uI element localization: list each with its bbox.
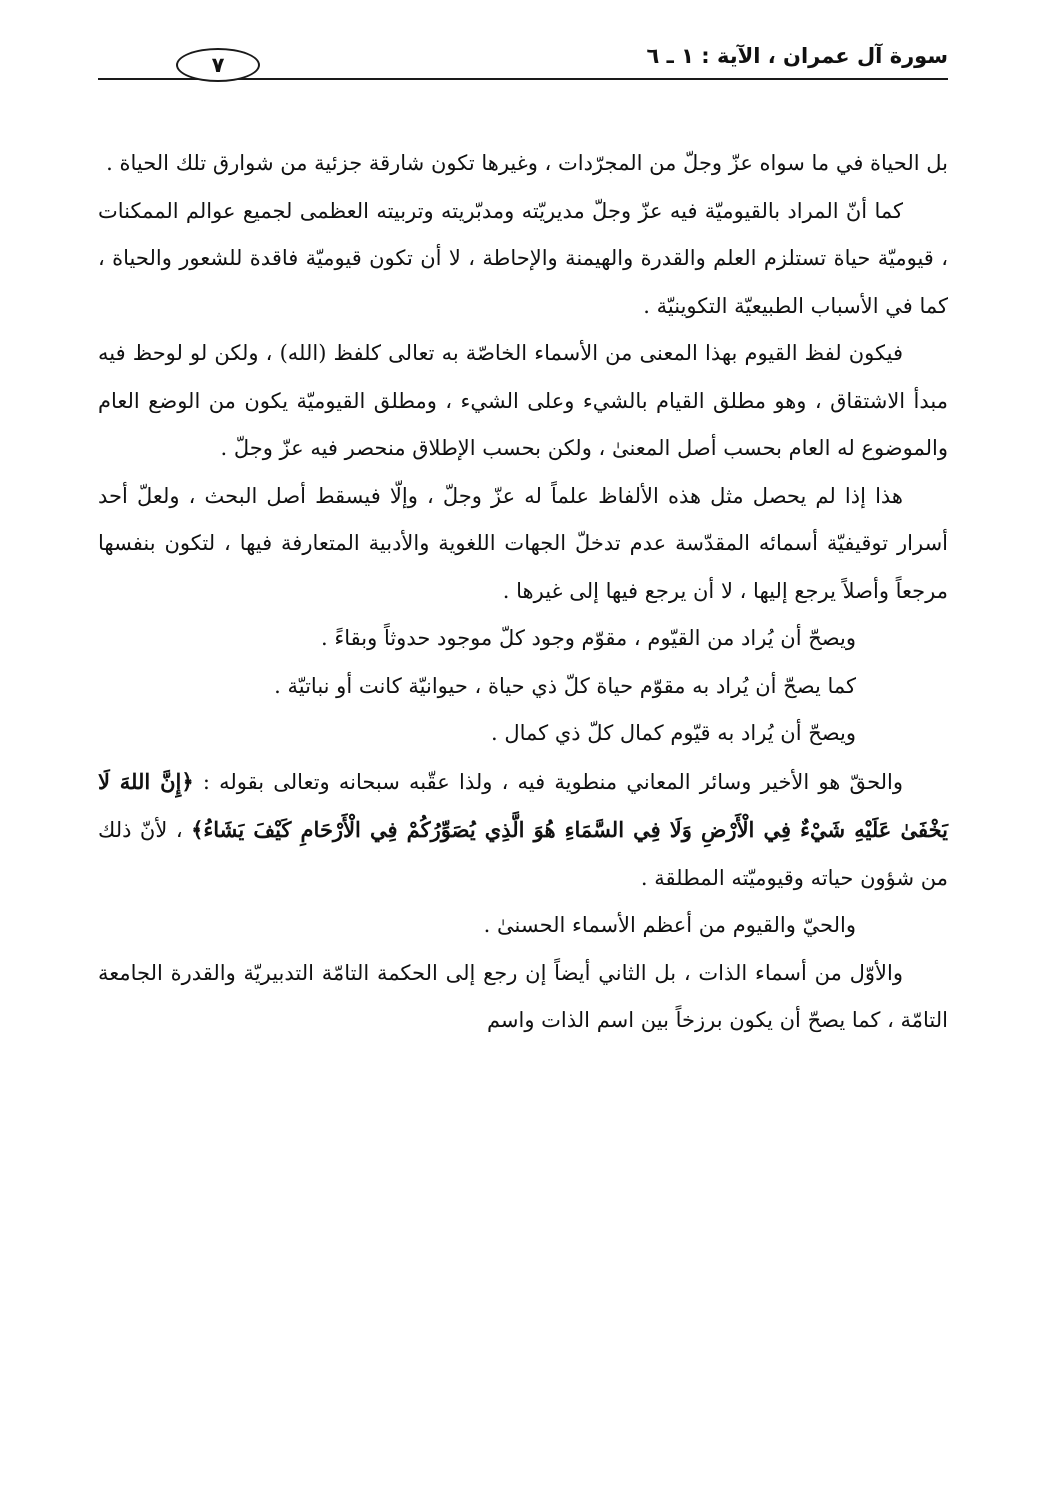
paragraph-qayyumiyya-meaning: كما أنّ المراد بالقيوميّة فيه عزّ وجلّ مديريّته ومدبّريته وتربيته العظمى لجميع عوالم الممكنات ، قيوميّة حياة تستلزم العلم والقدرة والهيمنة والإحاطة ، لا أن تكون قيوميّة فاقدة للشعور والحياة ، كما في الأسباب الطبيعيّة التكوينيّة . bbox=[98, 198, 948, 318]
paragraph-verse-citation bbox=[98, 758, 948, 903]
page-body bbox=[98, 140, 948, 1045]
paragraph-continuation: بل الحياة في ما سواه عزّ وجلّ من المجرّدات ، وغيرها تكون شارقة جزئية من شوارق تلك الحياة . bbox=[106, 151, 948, 175]
paragraph-meaning-existence: ويصحّ أن يُراد من القيّوم ، مقوّم وجود كلّ موجود حدوثاً وبقاءً . bbox=[321, 626, 856, 650]
paragraph-names-of-essence: والأوّل من أسماء الذات ، بل الثاني أيضاً إن رجع إلى الحكمة التامّة التدبيريّة والقدرة الجامعة التامّة ، كما يصحّ أن يكون برزخاً بين اسم الذات واسم bbox=[98, 960, 948, 1032]
paragraph-greatest-names: والحيّ والقيوم من أعظم الأسماء الحسنىٰ . bbox=[483, 913, 856, 937]
paragraph-meaning-life: كما يصحّ أن يُراد به مقوّم حياة كلّ ذي حياة ، حيوانيّة كانت أو نباتيّة . bbox=[274, 673, 856, 698]
page-number-badge: ٧ bbox=[176, 48, 260, 82]
running-title: سورة آل عمران ، الآية : ١ ـ ٦ bbox=[646, 44, 948, 68]
paragraph-meaning-perfection: ويصحّ أن يُراد به قيّوم كمال كلّ ذي كمال . bbox=[491, 721, 856, 745]
quran-verse: ﴿إِنَّ اللهَ لَا يَخْفَىٰ عَلَيْهِ شَيْءٌ فِي الْأَرْضِ وَلَا فِي السَّمَاءِ هُوَ الَّذِي يُصَوِّرُكُمْ فِي الْأَرْحَامِ كَيْفَ يَشَاءُ﴾ bbox=[98, 768, 948, 842]
paragraph-special-names: فيكون لفظ القيوم بهذا المعنى من الأسماء الخاصّة به تعالى كلفظ (الله) ، ولكن لو لوحظ فيه مبدأ الاشتقاق ، وهو مطلق القيام بالشيء وعلى الشيء ، ومطلق القيوميّة يكون من الوضع العام والموضوع له العام بحسب أصل المعنىٰ ، ولكن بحسب الإطلاق منحصر فيه عزّ وجلّ . bbox=[98, 341, 948, 460]
page-header bbox=[98, 40, 948, 100]
verse-intro-text: والحقّ هو الأخير وسائر المعاني منطوية فيه ، ولذا عقّبه سبحانه وتعالى بقوله : bbox=[193, 769, 903, 794]
paragraph-tawqifiyya: هذا إذا لم يحصل مثل هذه الألفاظ علماً له عزّ وجلّ ، وإلّا فيسقط أصل البحث ، ولعلّ أحد أسرار توقيفيّة أسمائه المقدّسة عدم تدخلّ الجهات اللغوية والأدبية المتعارفة فيها ، لتكون بنفسها مرجعاً وأصلاً يرجع إليها ، لا أن يرجع فيها إلى غيرها . bbox=[98, 483, 948, 603]
verse-outro-text: ، لأنّ ذلك من شؤون حياته وقيوميّته المطلقة . bbox=[98, 818, 948, 890]
